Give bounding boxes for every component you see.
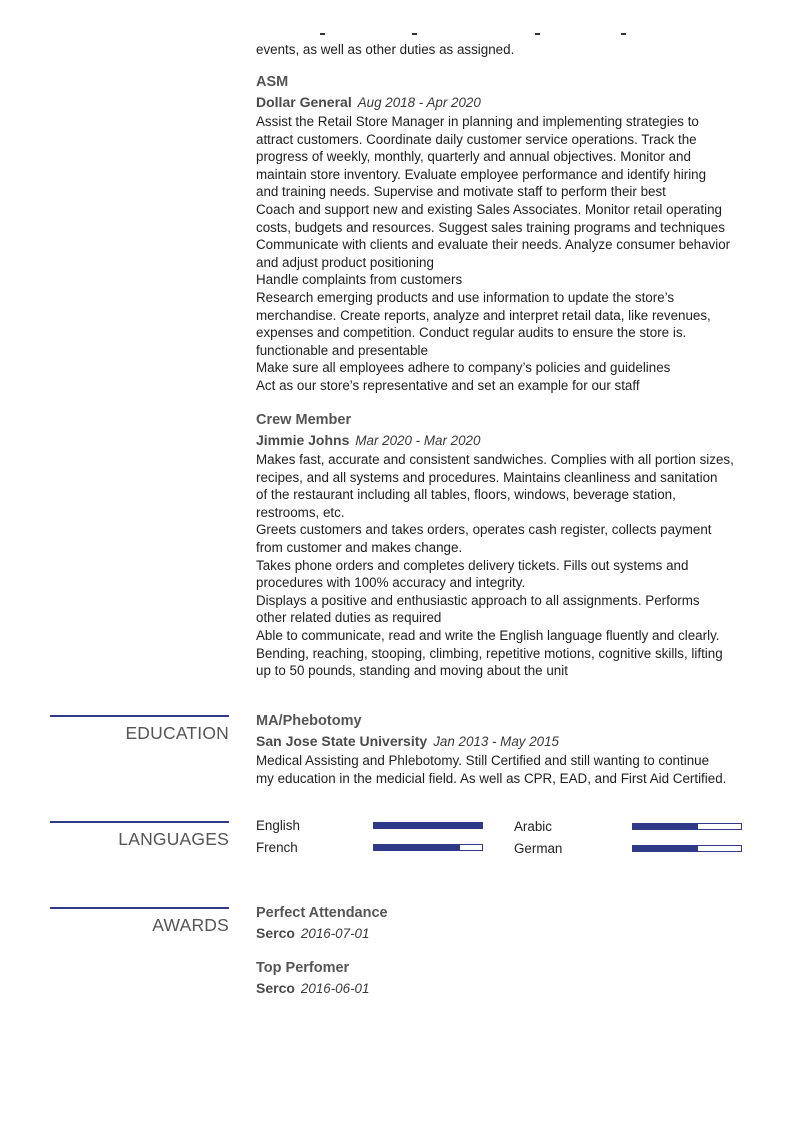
description-line: up to 50 pounds, standing and moving about the unit — [256, 663, 568, 679]
section-title: AWARDS — [152, 915, 229, 935]
job-dates: Aug 2018 - Apr 2020 — [357, 95, 481, 110]
section-title: EDUCATION — [125, 723, 229, 743]
job-title: Crew Member — [256, 412, 352, 428]
description-line: Able to communicate, read and write the English language fluently and clearly. — [256, 627, 720, 643]
description-line: restrooms, etc. — [256, 504, 345, 520]
description-line: expenses and competition. Conduct regular audits to ensure the store is. — [256, 325, 687, 341]
section-divider — [50, 821, 229, 823]
language-proficiency-fill — [633, 824, 698, 829]
description-line: merchandise. Create reports, analyze and interpret retail data, like revenues, — [256, 307, 711, 323]
description-line: attract customers. Coordinate daily customer service operations. Track the — [256, 131, 697, 147]
section-divider — [50, 715, 229, 717]
language-name: English — [256, 818, 300, 833]
education-description — [256, 752, 766, 787]
description-line: Act as our store’s representative and set an example for our staff — [256, 377, 640, 393]
award-entry — [256, 903, 766, 944]
job-description — [256, 451, 766, 680]
description-line: my education in the medicial field. As well as CPR, EAD, and First Aid Certified. — [256, 770, 727, 786]
description-line: recipes, and all systems and procedures. Maintains cleanliness and sanitation — [256, 469, 718, 485]
description-line: other related duties as required — [256, 610, 442, 626]
description-line: Coach and support new and existing Sales Associates. Monitor retail operating — [256, 201, 722, 217]
language-name: French — [256, 840, 298, 855]
school-name: San Jose State University — [256, 733, 428, 749]
job-dates: Mar 2020 - Mar 2020 — [355, 433, 481, 448]
cropped-text-fragment — [412, 33, 417, 35]
cropped-text-fragment — [535, 33, 540, 35]
description-line: Make sure all employees adhere to company’s policies and guidelines — [256, 360, 671, 376]
award-date: 2016-06-01 — [300, 981, 370, 996]
description-line: Assist the Retail Store Manager in planning and implementing strategies to — [256, 114, 699, 129]
experience-entry — [256, 410, 766, 680]
award-title: Perfect Attendance — [256, 905, 388, 921]
language-proficiency-fill — [633, 846, 698, 851]
description-line: Makes fast, accurate and consistent sandwiches. Complies with all portion sizes, — [256, 452, 734, 467]
description-line: of the restaurant including all tables, floors, windows, beverage station, — [256, 487, 676, 503]
description-line: functionable and presentable — [256, 342, 428, 358]
company-name: Jimmie Johns — [256, 432, 350, 448]
description-line: Communicate with clients and evaluate their needs. Analyze consumer behavior — [256, 237, 731, 253]
award-issuer: Serco — [256, 980, 295, 996]
language-proficiency-fill — [374, 845, 460, 850]
description-line: Handle complaints from customers — [256, 272, 463, 288]
language-name: Arabic — [514, 819, 552, 834]
section-divider — [50, 907, 229, 909]
award-line — [256, 923, 766, 944]
description-line: procedures with 100% accuracy and integrity. — [256, 575, 526, 591]
description-line: Research emerging products and use information to update the store’s — [256, 289, 675, 305]
description-line: Medical Assisting and Phlebotomy. Still Certified and still wanting to continue — [256, 753, 710, 768]
experience-tail-text: events, as well as other duties as assigned. — [256, 42, 515, 57]
cropped-text-fragment — [621, 33, 626, 35]
languages-section-header — [50, 821, 229, 850]
description-line: Greets customers and takes orders, operates cash register, collects payment — [256, 522, 712, 538]
language-proficiency-fill — [374, 823, 482, 828]
awards-section-header — [50, 907, 229, 936]
description-line: maintain store inventory. Evaluate employee performance and identify hiring — [256, 166, 707, 182]
job-title: ASM — [256, 74, 289, 90]
award-issuer: Serco — [256, 925, 295, 941]
cropped-text-fragment — [320, 33, 325, 35]
description-line: Displays a positive and enthusiastic approach to all assignments. Performs — [256, 592, 700, 608]
language-proficiency-bar — [632, 823, 742, 830]
language-name: German — [514, 841, 563, 856]
company-line — [256, 92, 766, 113]
description-line: and training needs. Supervise and motivate staff to perform their best — [256, 184, 666, 200]
education-dates: Jan 2013 - May 2015 — [433, 734, 559, 749]
section-title: LANGUAGES — [118, 829, 229, 849]
description-line: Bending, reaching, stooping, climbing, repetitive motions, cognitive skills, lifting — [256, 645, 723, 661]
description-line: progress of weekly, monthly, quarterly and annual objectives. Monitor and — [256, 149, 691, 165]
school-line — [256, 731, 766, 752]
description-line: from customer and makes change. — [256, 539, 463, 555]
description-line: Takes phone orders and completes delivery tickets. Fills out systems and — [256, 557, 689, 573]
experience-entry — [256, 72, 766, 395]
education-section-header — [50, 715, 229, 744]
job-description — [256, 113, 766, 395]
description-line: and adjust product positioning — [256, 254, 434, 270]
education-entry — [256, 711, 766, 787]
award-entry — [256, 958, 766, 999]
degree: MA/Phebotomy — [256, 713, 362, 729]
award-date: 2016-07-01 — [300, 926, 370, 941]
award-line — [256, 978, 766, 999]
language-proficiency-bar — [373, 822, 483, 829]
language-proficiency-bar — [632, 845, 742, 852]
language-proficiency-bar — [373, 844, 483, 851]
company-name: Dollar General — [256, 94, 352, 110]
description-line: costs, budgets and resources. Suggest sales training programs and techniques — [256, 219, 725, 235]
award-title: Top Perfomer — [256, 960, 350, 976]
company-line — [256, 430, 766, 451]
